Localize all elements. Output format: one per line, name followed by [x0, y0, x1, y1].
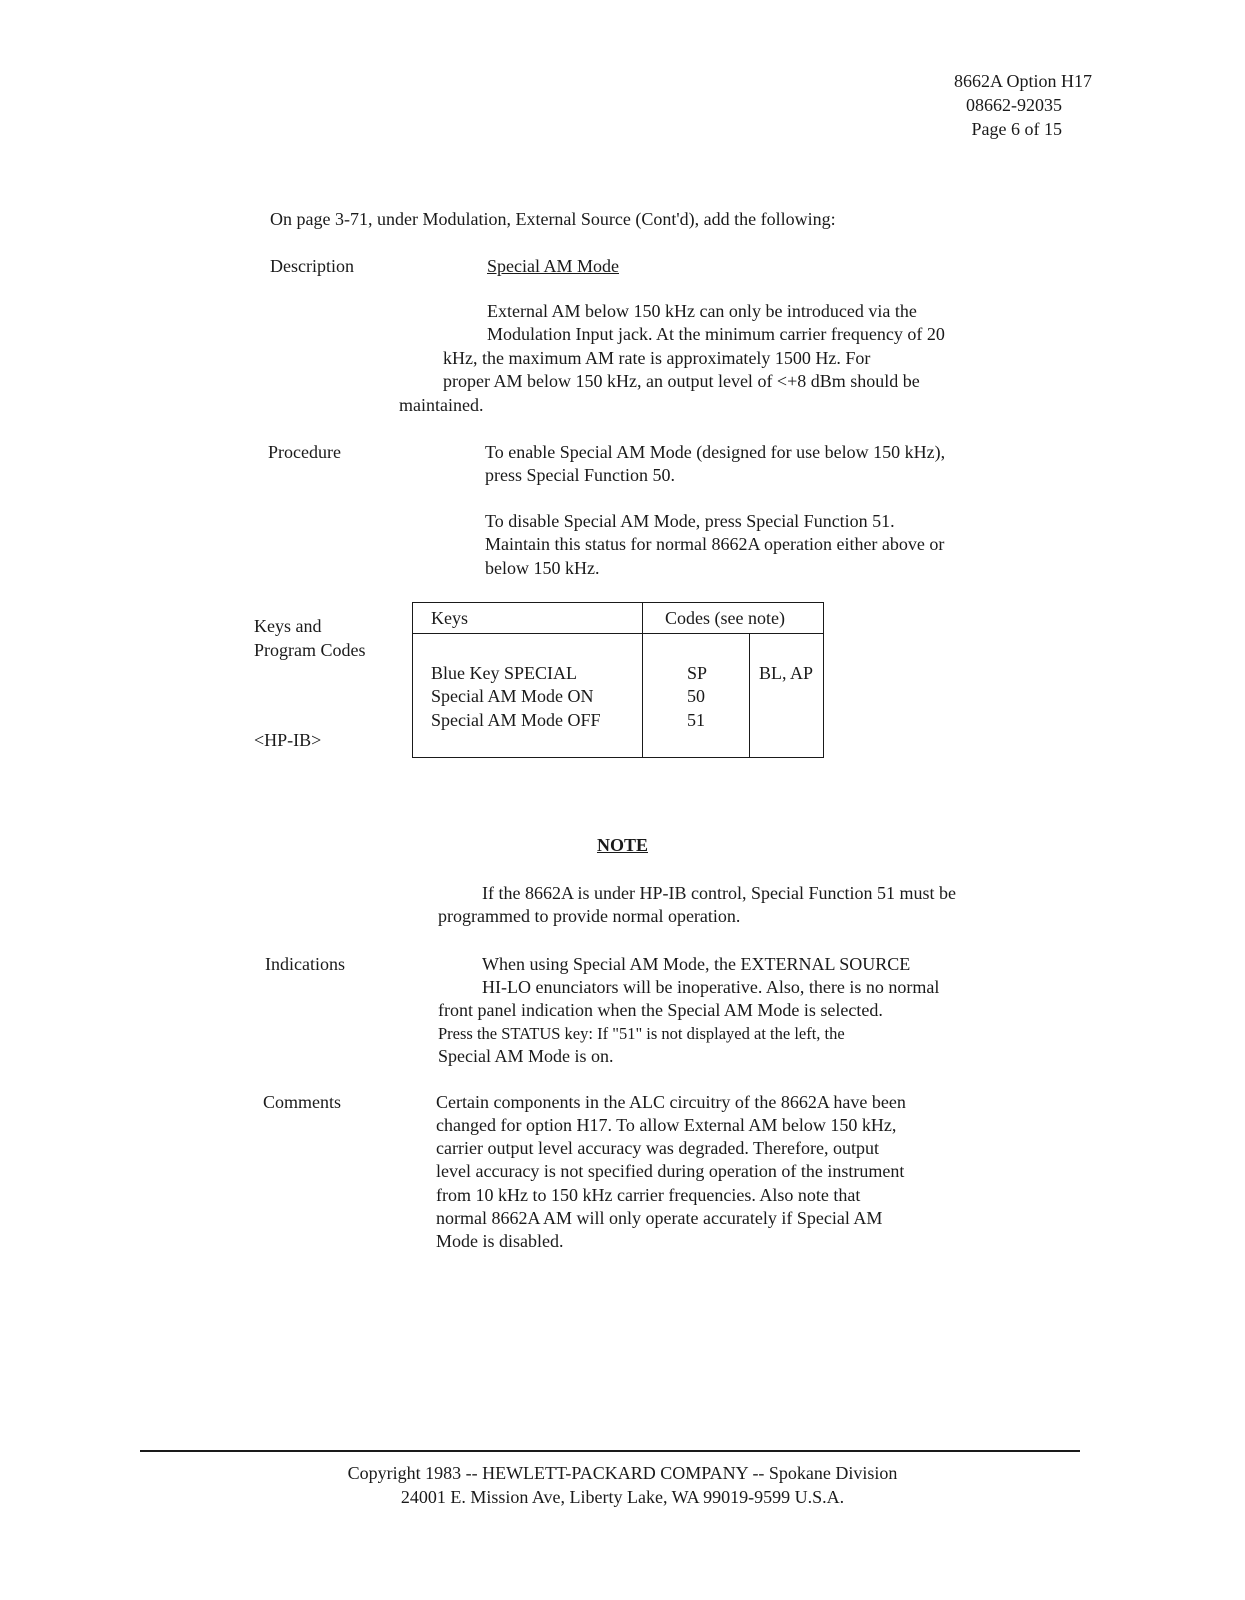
program-codes-table — [412, 602, 824, 758]
keys-label: Keys and — [254, 616, 322, 636]
document-header — [860, 70, 1092, 150]
description-line: Modulation Input jack. At the minimum carrier frequency of 20 — [487, 324, 945, 344]
note-line: programmed to provide normal operation. — [438, 906, 741, 926]
table-column-divider — [749, 633, 750, 757]
comments-line: normal 8662A AM will only operate accurately if Special AM — [436, 1208, 883, 1228]
procedure-line: Maintain this status for normal 8662A operation either above or — [485, 534, 945, 554]
note-title: NOTE — [596, 835, 648, 855]
indications-line: When using Special AM Mode, the EXTERNAL SOURCE — [482, 954, 911, 974]
program-codes-label: Program Codes — [254, 640, 366, 660]
comments-line: Certain components in the ALC circuitry of the 8662A have been — [436, 1092, 906, 1112]
procedure-label: Procedure — [268, 442, 341, 462]
procedure-line: press Special Function 50. — [485, 465, 675, 485]
table-cell-key: Special AM Mode OFF — [431, 710, 601, 730]
description-line: kHz, the maximum AM rate is approximately 1500 Hz. For — [443, 348, 871, 368]
footer-copyright: Copyright 1983 -- HEWLETT-PACKARD COMPANY -- Spokane Division — [347, 1463, 898, 1483]
table-cell-code: 51 — [687, 710, 705, 730]
procedure-line: below 150 kHz. — [485, 558, 600, 578]
table-header-divider — [413, 633, 823, 634]
note-line: If the 8662A is under HP-IB control, Special Function 51 must be — [482, 883, 956, 903]
intro-text: On page 3-71, under Modulation, External Source (Cont'd), add the following: — [270, 209, 836, 229]
procedure-line: To enable Special AM Mode (designed for use below 150 kHz), — [485, 442, 946, 462]
indications-line: front panel indication when the Special AM Mode is selected. — [438, 1000, 883, 1020]
description-line: maintained. — [399, 395, 484, 415]
description-line: proper AM below 150 kHz, an output level of <+8 dBm should be — [443, 371, 920, 391]
comments-line: changed for option H17. To allow External AM below 150 kHz, — [436, 1115, 897, 1135]
indications-label: Indications — [265, 954, 345, 974]
indications-line: Press the STATUS key: If "51" is not displayed at the left, the — [438, 1024, 845, 1043]
footer-divider — [140, 1450, 1080, 1452]
header-part-number: 08662-92035 — [966, 95, 1062, 115]
footer-address: 24001 E. Mission Ave, Liberty Lake, WA 99019-9599 U.S.A. — [400, 1487, 845, 1507]
description-title: Special AM Mode — [487, 256, 619, 276]
table-cell-code: 50 — [687, 686, 705, 706]
indications-line: Special AM Mode is on. — [438, 1046, 614, 1066]
table-cell-extra-codes: BL, AP — [759, 663, 814, 683]
procedure-line: To disable Special AM Mode, press Special Function 51. — [485, 511, 895, 531]
table-header-codes: Codes (see note) — [665, 608, 785, 628]
table-cell-code: SP — [687, 663, 708, 683]
description-label: Description — [270, 256, 354, 276]
header-model: 8662A Option H17 — [953, 71, 1092, 91]
table-cell-key: Blue Key SPECIAL — [431, 663, 577, 683]
comments-line: carrier output level accuracy was degraded. Therefore, output — [436, 1138, 879, 1158]
header-page-number: Page 6 of 15 — [971, 119, 1062, 139]
table-cell-key: Special AM Mode ON — [431, 686, 594, 706]
table-column-divider — [642, 603, 643, 757]
table-header-keys: Keys — [431, 608, 468, 628]
hpib-label: <HP-IB> — [254, 730, 322, 750]
comments-line: level accuracy is not specified during operation of the instrument — [436, 1161, 905, 1181]
indications-line: HI-LO enunciators will be inoperative. Also, there is no normal — [482, 977, 940, 997]
comments-line: from 10 kHz to 150 kHz carrier frequencies. Also note that — [436, 1185, 861, 1205]
description-line: External AM below 150 kHz can only be introduced via the — [487, 301, 917, 321]
comments-label: Comments — [263, 1092, 342, 1112]
comments-line: Mode is disabled. — [436, 1231, 564, 1251]
